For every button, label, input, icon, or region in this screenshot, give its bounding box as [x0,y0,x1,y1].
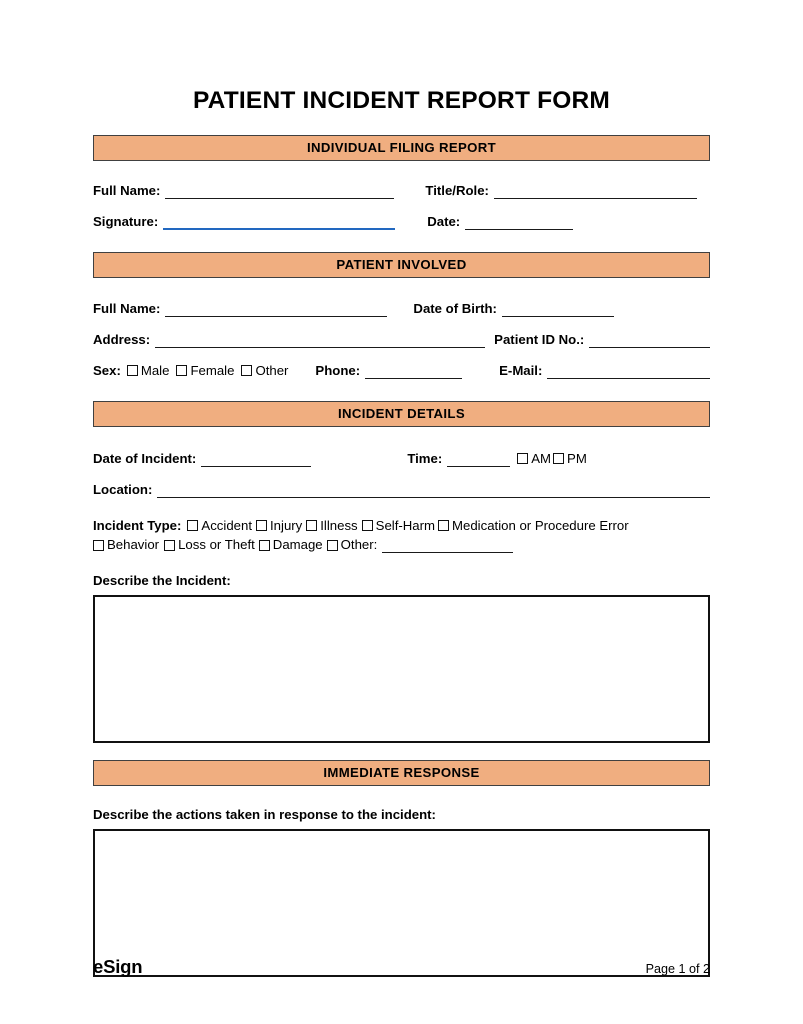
input-incident-type-other[interactable] [382,538,513,553]
input-patient-id[interactable] [589,333,710,348]
label-incident-type: Incident Type: [93,517,182,533]
esign-brand-logo: eSign [93,956,143,977]
checkbox-sex-male[interactable] [127,365,138,376]
section-header-patient-involved: PATIENT INVOLVED [93,252,710,278]
label-type-behavior: Behavior [107,537,160,553]
label-type-loss-or-theft: Loss or Theft [178,537,255,553]
row-full-name-filer [93,183,710,199]
label-email: E-Mail: [499,362,543,378]
section-header-individual-filing-report: INDIVIDUAL FILING REPORT [93,135,710,161]
input-title-role[interactable] [494,184,697,199]
label-describe-incident: Describe the Incident: [93,573,231,589]
row-date-time-incident [93,451,710,467]
row-signature [93,214,710,230]
label-signature: Signature: [93,214,159,230]
label-location: Location: [93,481,153,497]
checkbox-sex-female[interactable] [176,365,187,376]
label-patient-full-name: Full Name: [93,301,161,317]
input-date-filer[interactable] [465,215,573,230]
label-type-injury: Injury [270,517,303,533]
checkbox-type-behavior[interactable] [93,540,104,551]
checkbox-group-type-other[interactable] [327,537,378,553]
label-phone: Phone: [315,362,361,378]
checkbox-group-sex-female[interactable] [176,363,234,379]
label-sex-other: Other [255,362,289,378]
label-date-filer: Date: [427,214,461,230]
label-sex-male: Male [140,362,170,378]
label-sex-female: Female [190,362,235,378]
checkbox-group-sex-other[interactable] [241,363,288,379]
label-time: Time: [407,450,443,466]
row-address [93,332,710,348]
checkbox-group-sex-male[interactable] [127,363,170,379]
page-footer [93,956,710,978]
checkbox-type-loss-or-theft[interactable] [164,540,175,551]
checkbox-group-time-pm[interactable] [553,451,587,467]
checkbox-group-type-behavior[interactable] [93,537,159,553]
input-time[interactable] [447,452,510,467]
label-sex: Sex: [93,362,121,378]
document-content [93,0,710,977]
input-email[interactable] [547,364,710,379]
section-header-incident-details: INCIDENT DETAILS [93,401,710,427]
textarea-describe-incident[interactable] [93,595,710,743]
textarea-describe-actions-taken[interactable] [93,829,710,977]
row-sex-phone-email [93,363,710,379]
label-type-other: Other: [340,537,378,553]
input-date-of-incident[interactable] [201,452,311,467]
checkbox-group-type-loss-or-theft[interactable] [164,537,255,553]
checkbox-group-type-injury[interactable] [256,518,302,534]
label-type-illness: Illness [320,517,358,533]
label-type-medication-error: Medication or Procedure Error [452,517,629,533]
row-location [93,482,710,498]
input-phone[interactable] [365,364,462,379]
checkbox-type-damage[interactable] [259,540,270,551]
label-date-of-incident: Date of Incident: [93,450,197,466]
label-time-am: AM [531,450,552,466]
label-time-pm: PM [567,450,587,466]
row-incident-type-1 [93,518,710,534]
row-patient-full-name [93,301,710,317]
checkbox-type-illness[interactable] [306,520,317,531]
checkbox-time-am[interactable] [517,453,528,464]
checkbox-group-type-medication-error[interactable] [438,518,629,534]
input-signature[interactable] [163,214,395,230]
checkbox-group-type-self-harm[interactable] [362,518,435,534]
checkbox-type-medication-error[interactable] [438,520,449,531]
page-number: Page 1 of 2 [645,962,710,976]
row-incident-type-2 [93,537,710,553]
label-type-accident: Accident [201,517,253,533]
label-address: Address: [93,331,151,347]
input-full-name-filer[interactable] [165,184,394,199]
checkbox-type-accident[interactable] [187,520,198,531]
checkbox-type-injury[interactable] [256,520,267,531]
label-full-name-filer: Full Name: [93,183,161,199]
checkbox-group-type-illness[interactable] [306,518,357,534]
label-describe-actions-taken: Describe the actions taken in response to the incident: [93,807,436,823]
checkbox-sex-other[interactable] [241,365,252,376]
input-address[interactable] [155,333,485,348]
input-location[interactable] [157,483,710,498]
page-title: PATIENT INCIDENT REPORT FORM [192,87,611,114]
input-patient-full-name[interactable] [165,302,387,317]
label-type-self-harm: Self-Harm [375,517,436,533]
section-header-immediate-response: IMMEDIATE RESPONSE [93,760,710,786]
input-date-of-birth[interactable] [502,302,614,317]
label-date-of-birth: Date of Birth: [413,301,497,317]
label-type-damage: Damage [272,537,323,553]
checkbox-type-other[interactable] [327,540,338,551]
checkbox-group-type-damage[interactable] [259,537,323,553]
checkbox-time-pm[interactable] [553,453,564,464]
label-patient-id: Patient ID No.: [494,331,585,347]
label-title-role: Title/Role: [425,183,489,199]
checkbox-type-self-harm[interactable] [362,520,373,531]
checkbox-group-type-accident[interactable] [187,518,252,534]
checkbox-group-time-am[interactable] [517,451,551,467]
